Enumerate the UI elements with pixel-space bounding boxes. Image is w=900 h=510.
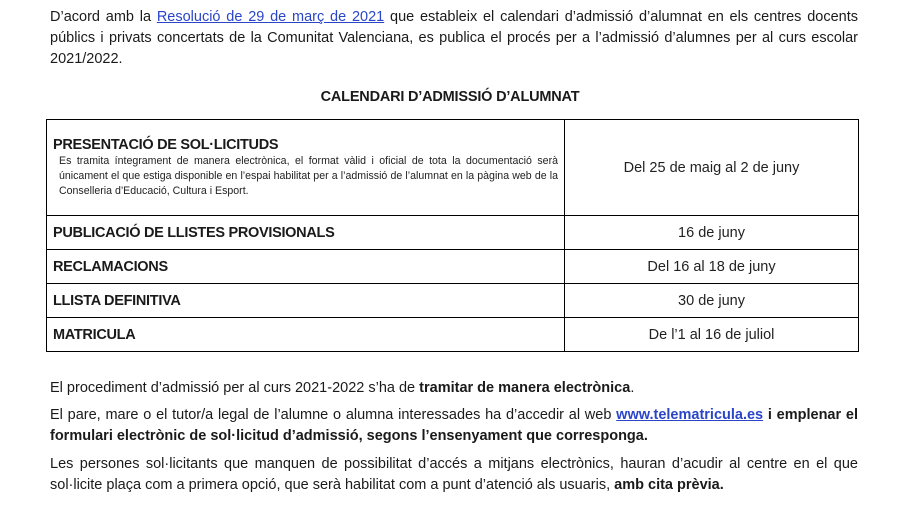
assistance-text: Les persones sol·licitants que manquen de possibilitat d’accés a mitjans electrònics, hauran d’acudir al centre en el que sol·licite plaça com a primera opció, que serà habilitat com a punt d’atenció als usuaris, bbox=[50, 456, 858, 493]
intro-text-before: D’acord amb la bbox=[50, 9, 157, 25]
row-label: LLISTA DEFINITIVA bbox=[47, 284, 565, 318]
submission-date: Del 25 de maig al 2 de juny bbox=[565, 120, 859, 216]
procedure-text: El procediment d’admissió per al curs 2021-2022 s’ha de bbox=[50, 380, 420, 396]
assistance-paragraph bbox=[50, 454, 858, 496]
procedure-bold: tramitar de manera electrònica bbox=[419, 380, 631, 396]
telematricula-link[interactable]: www.telematricula.es bbox=[616, 407, 764, 423]
row-label: PUBLICACIÓ DE LLISTES PROVISIONALS bbox=[47, 216, 565, 250]
table-row bbox=[47, 250, 859, 284]
access-text: El pare, mare o el tutor/a legal de l’alumne o alumna interessades ha d’accedir al web bbox=[50, 407, 617, 423]
submission-label: PRESENTACIÓ DE SOL·LICITUDS bbox=[53, 137, 279, 153]
row-date: 16 de juny bbox=[565, 216, 859, 250]
intro-text-after: que estableix el calendari d’admissió d’alumnat en els centres docents públics i privats concertats de la Comunitat Valenciana, es publica el procés per a l’admissió d’alumnes per al curs escolar 2021/2022. bbox=[50, 9, 858, 67]
table-row bbox=[47, 120, 859, 216]
intro-paragraph bbox=[50, 7, 858, 70]
assistance-bold: amb cita prèvia. bbox=[614, 477, 724, 493]
access-bold: i emplenar el formulari electrònic de sol·licitud d’admissió, segons l’ensenyament que corresponga. bbox=[50, 407, 858, 444]
procedure-paragraph bbox=[50, 378, 858, 399]
submission-cell bbox=[47, 120, 565, 216]
calendar-title: CALENDARI D’ADMISSIÓ D’ALUMNAT bbox=[320, 89, 580, 105]
row-date: Del 16 al 18 de juny bbox=[565, 250, 859, 284]
access-paragraph bbox=[50, 405, 858, 447]
procedure-end: . bbox=[630, 380, 635, 396]
table-row bbox=[47, 284, 859, 318]
row-date: De l’1 al 16 de juliol bbox=[565, 318, 859, 352]
row-label: RECLAMACIONS bbox=[47, 250, 565, 284]
row-label: MATRICULA bbox=[47, 318, 565, 352]
calendar-table bbox=[46, 119, 859, 352]
resolution-link[interactable]: Resolució de 29 de març de 2021 bbox=[156, 9, 385, 25]
submission-description: Es tramita íntegrament de manera electrònica, el format vàlid i oficial de tota la documentació serà únicament el que estiga disponible en l’espai habilitat per a l’admissió de l’alumnat en la pàgina web de la Conselleria d’Educació, Cultura i Esport. bbox=[59, 155, 558, 197]
table-row bbox=[47, 216, 859, 250]
row-date: 30 de juny bbox=[565, 284, 859, 318]
table-row bbox=[47, 318, 859, 352]
